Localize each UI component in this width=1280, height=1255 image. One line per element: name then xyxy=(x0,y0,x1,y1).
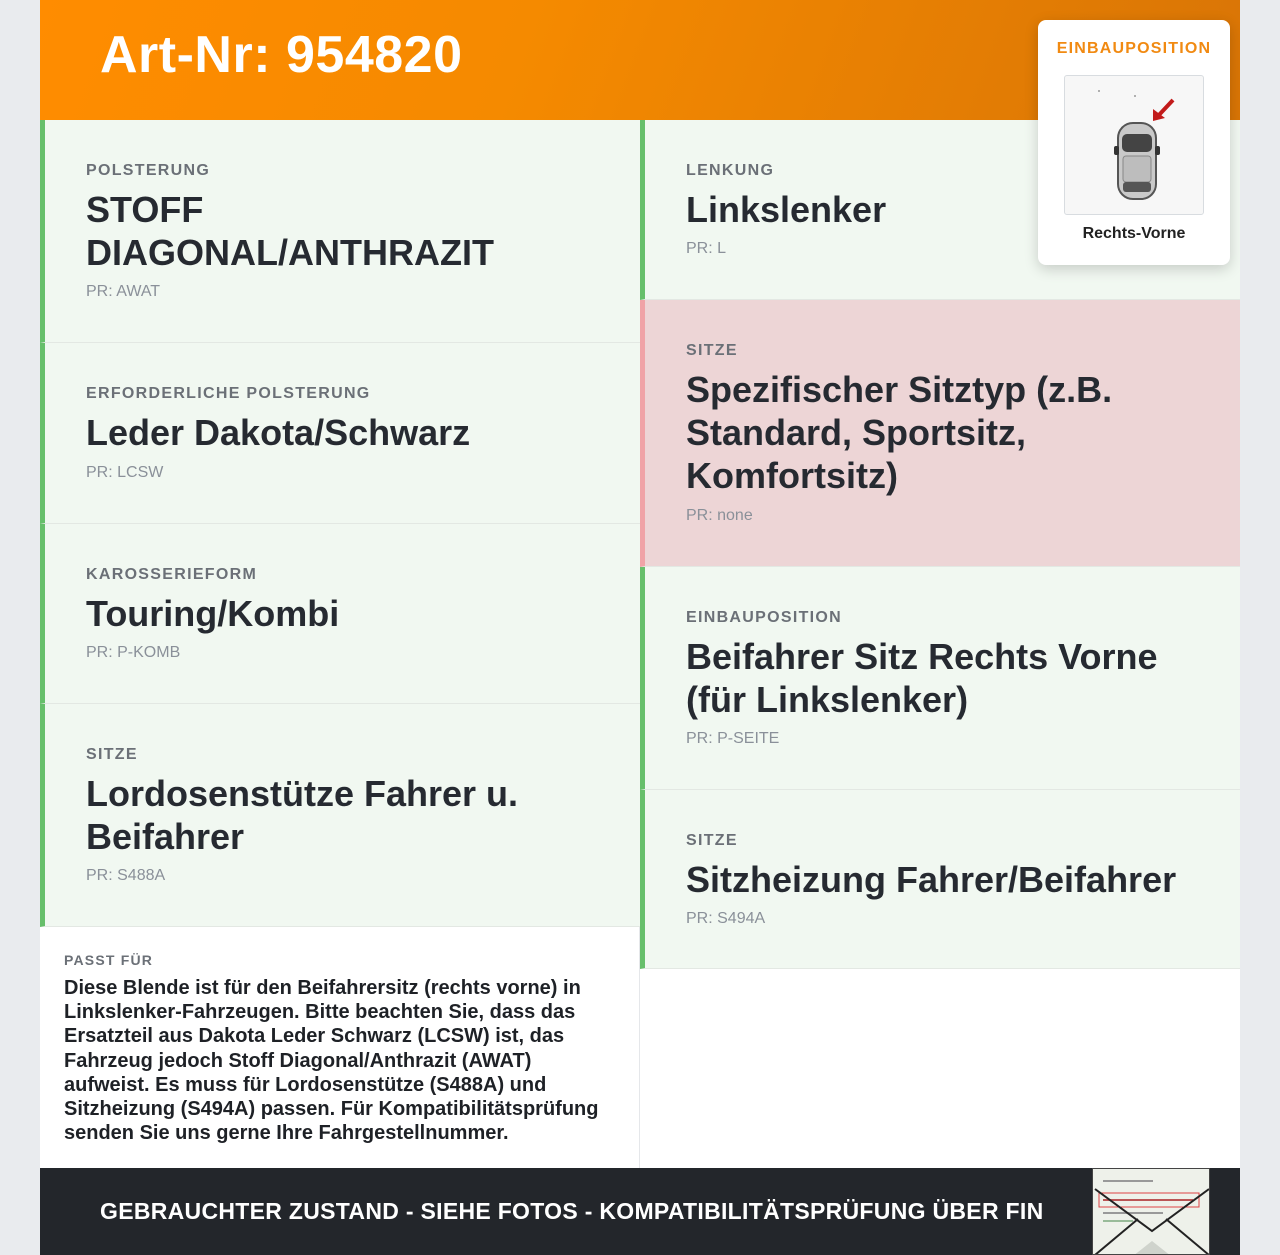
spec-value: Linkslenker xyxy=(686,189,887,230)
footer-text: GEBRAUCHTER ZUSTAND - SIEHE FOTOS - KOMPATIBILITÄTSPRÜFUNG ÜBER FIN xyxy=(100,1198,1044,1224)
spec-label: ERFORDERLICHE POLSTERUNG xyxy=(86,385,371,402)
spec-label: SITZE xyxy=(686,342,738,359)
spec-pr-code: PR: L xyxy=(686,240,727,257)
fit-label: PASST FÜR xyxy=(64,952,154,968)
spec-label: LENKUNG xyxy=(686,162,775,179)
spec-card-sitze-lordose xyxy=(40,704,640,927)
spec-card-polsterung xyxy=(40,120,640,343)
spec-pr-code: PR: S494A xyxy=(686,910,766,927)
spec-card-einbauposition xyxy=(640,567,1240,790)
installation-position-popup xyxy=(1038,20,1230,265)
article-number-title: Art-Nr: 954820 xyxy=(100,26,463,84)
spec-pr-code: PR: P-KOMB xyxy=(86,644,181,661)
footer-banner xyxy=(40,1168,1240,1255)
spec-value: Lordosenstütze Fahrer u. Beifahrer xyxy=(86,773,519,857)
spec-label: EINBAUPOSITION xyxy=(686,609,842,626)
spec-label: SITZE xyxy=(86,746,138,763)
popup-title: EINBAUPOSITION xyxy=(1056,40,1212,57)
envelope-document-icon xyxy=(1092,1168,1210,1255)
spec-card-karosserieform xyxy=(40,524,640,704)
product-sheet xyxy=(40,0,1240,1255)
fit-description xyxy=(40,927,640,1168)
spec-label: POLSTERUNG xyxy=(86,162,211,179)
spec-card-erforderliche-polsterung xyxy=(40,343,640,524)
spec-value: Leder Dakota/Schwarz xyxy=(86,412,471,453)
spec-pr-code: PR: AWAT xyxy=(86,283,161,300)
spec-value: Touring/Kombi xyxy=(86,593,340,634)
spec-label: SITZE xyxy=(686,832,738,849)
spec-pr-code: PR: LCSW xyxy=(86,464,164,481)
spec-pr-code: PR: S488A xyxy=(86,867,166,884)
spec-label: KAROSSERIEFORM xyxy=(86,566,258,583)
car-top-view-icon xyxy=(1064,75,1204,215)
spec-value: Sitzheizung Fahrer/Beifahrer xyxy=(686,859,1177,900)
popup-caption: Rechts-Vorne xyxy=(1082,225,1186,242)
spec-value: Spezifischer Sitztyp (z.B. Standard, Sportsitz, Komfortsitz) xyxy=(686,369,1113,496)
spec-pr-code: PR: P-SEITE xyxy=(686,730,780,747)
spec-card-sitztyp-mismatch xyxy=(640,300,1240,567)
spec-value: STOFF DIAGONAL/ANTHRAZIT xyxy=(86,189,494,273)
spec-pr-code: PR: none xyxy=(686,507,753,524)
fit-text: Diese Blende ist für den Beifahrersitz (rechts vorne) in Linkslenker-Fahrzeugen. Bitte beachten Sie, dass das Ersatzteil aus Dakota Leder Schwarz (LCSW) ist, das Fahrzeug jedoch Stoff Diagonal/Anthrazit (AWAT) aufweist. Es muss für Lordosenstütze (S488A) und Sitzheizung (S494A) passen. Für Kompatibilitätsprüfung senden Sie uns gerne Ihre Fahrgestellnummer. xyxy=(64,977,599,1145)
spec-value: Beifahrer Sitz Rechts Vorne (für Linkslenker) xyxy=(686,636,1158,720)
spec-card-sitzheizung xyxy=(640,790,1240,969)
